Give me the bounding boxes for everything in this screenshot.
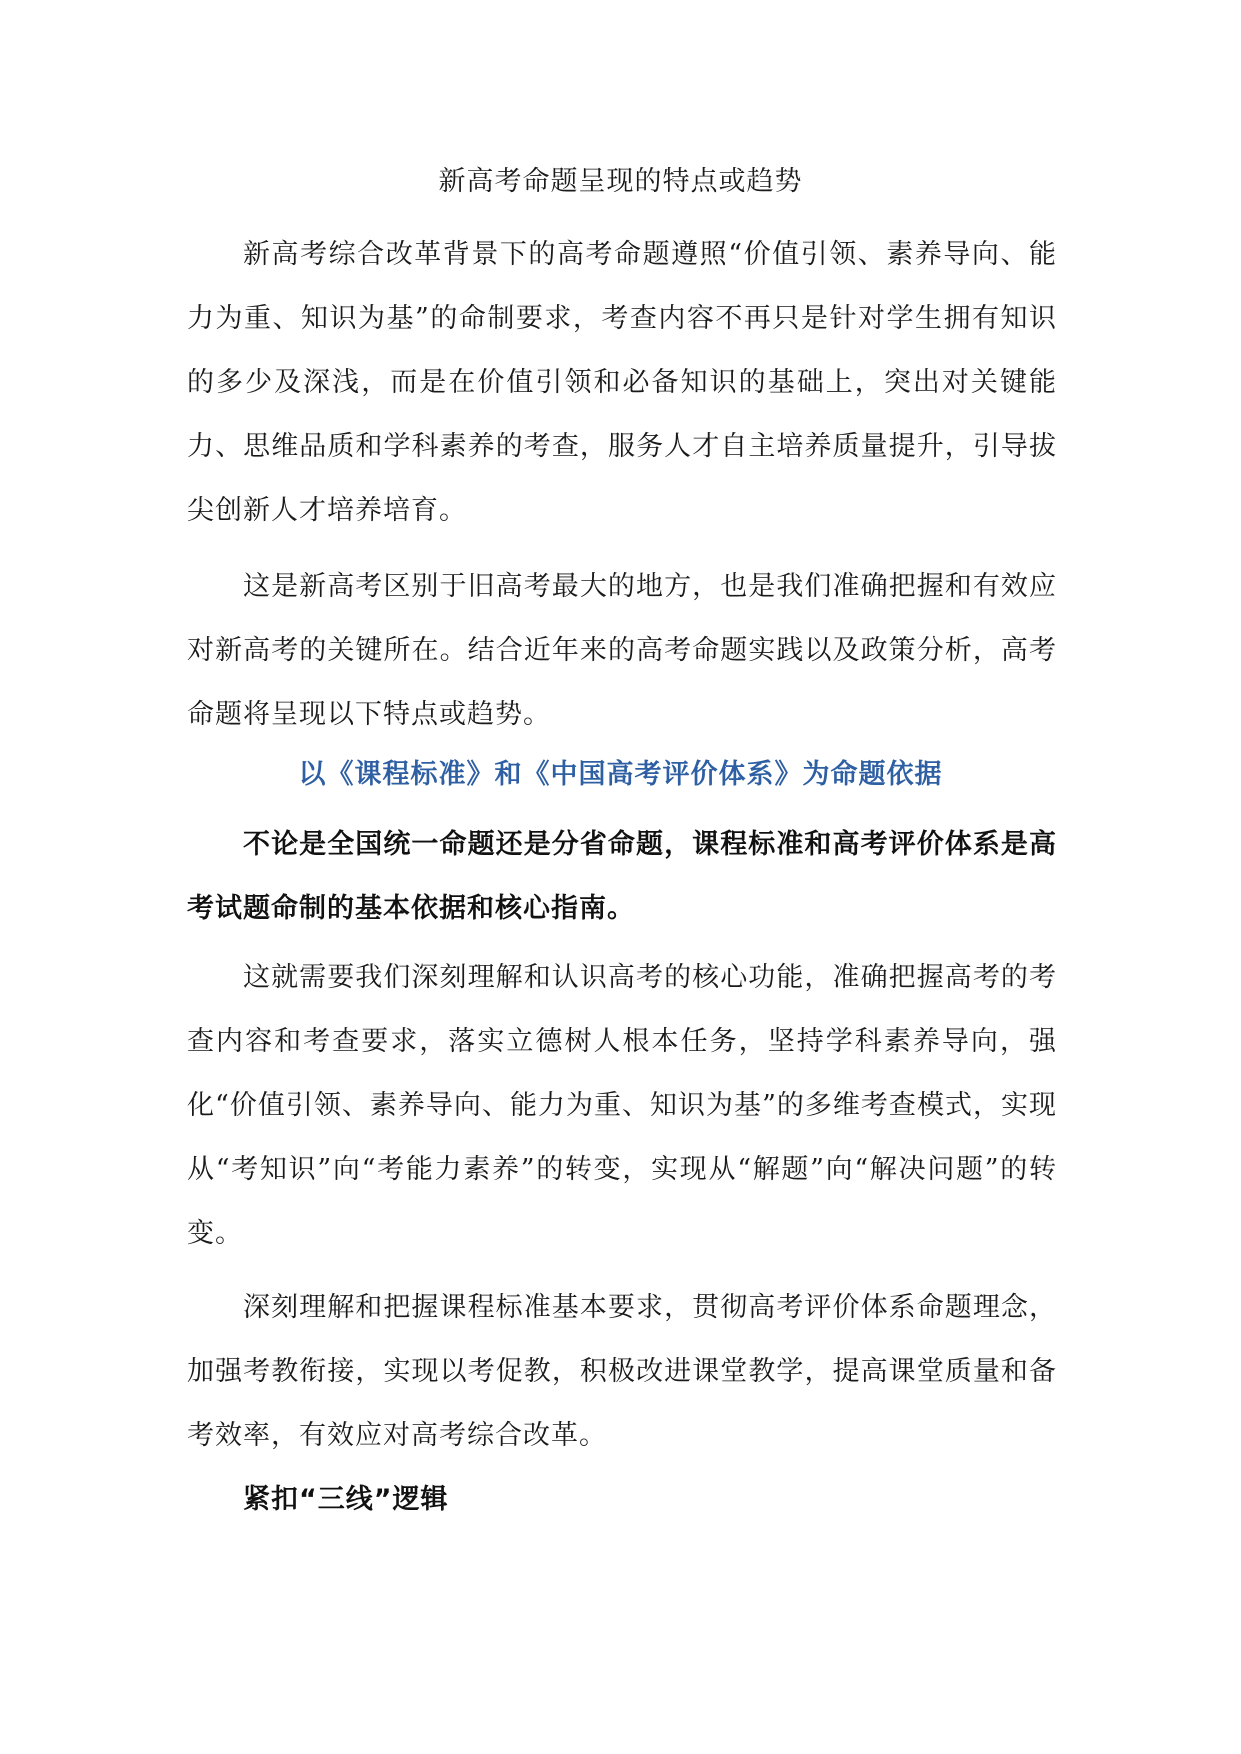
paragraph-curriculum-standards: 深刻理解和把握课程标准基本要求，贯彻高考评价体系命题理念，加强考教衔接，实现以考促教，积极改进课堂教学，提高课堂质量和备考效率，有效应对高考综合改革。 [187, 1292, 1057, 1451]
paragraph-key-point: 这是新高考区别于旧高考最大的地方，也是我们准确把握和有效应对新高考的关键所在。结合近年来的高考命题实践以及政策分析，高考命题将呈现以下特点或趋势。 [187, 571, 1057, 730]
paragraph-bold-statement: 不论是全国统一命题还是分省命题，课程标准和高考评价体系是高考试题命制的基本依据和核心指南。 [187, 829, 1057, 924]
document-title: 新高考命题呈现的特点或趋势 [438, 166, 803, 197]
paragraph-core-function: 这就需要我们深刻理解和认识高考的核心功能，准确把握高考的考查内容和考查要求，落实立德树人根本任务，坚持学科素养导向，强化“价值引领、素养导向、能力为重、知识为基”的多维考查模式，实现从“考知识”向“考能力素养”的转变，实现从“解题”向“解决问题”的转变。 [187, 962, 1057, 1249]
paragraph-intro: 新高考综合改革背景下的高考命题遵照“价值引领、素养导向、能力为重、知识为基”的命制要求，考查内容不再只是针对学生拥有知识的多少及深浅，而是在价值引领和必备知识的基础上，突出对关键能力、思维品质和学科素养的考查，服务人才自主培养质量提升，引导拔尖创新人才培养培育。 [187, 239, 1057, 526]
section-heading-three-lines: 紧扣“三线”逻辑 [243, 1484, 449, 1515]
section-subheading: 以《课程标准》和《中国高考评价体系》为命题依据 [298, 759, 943, 790]
